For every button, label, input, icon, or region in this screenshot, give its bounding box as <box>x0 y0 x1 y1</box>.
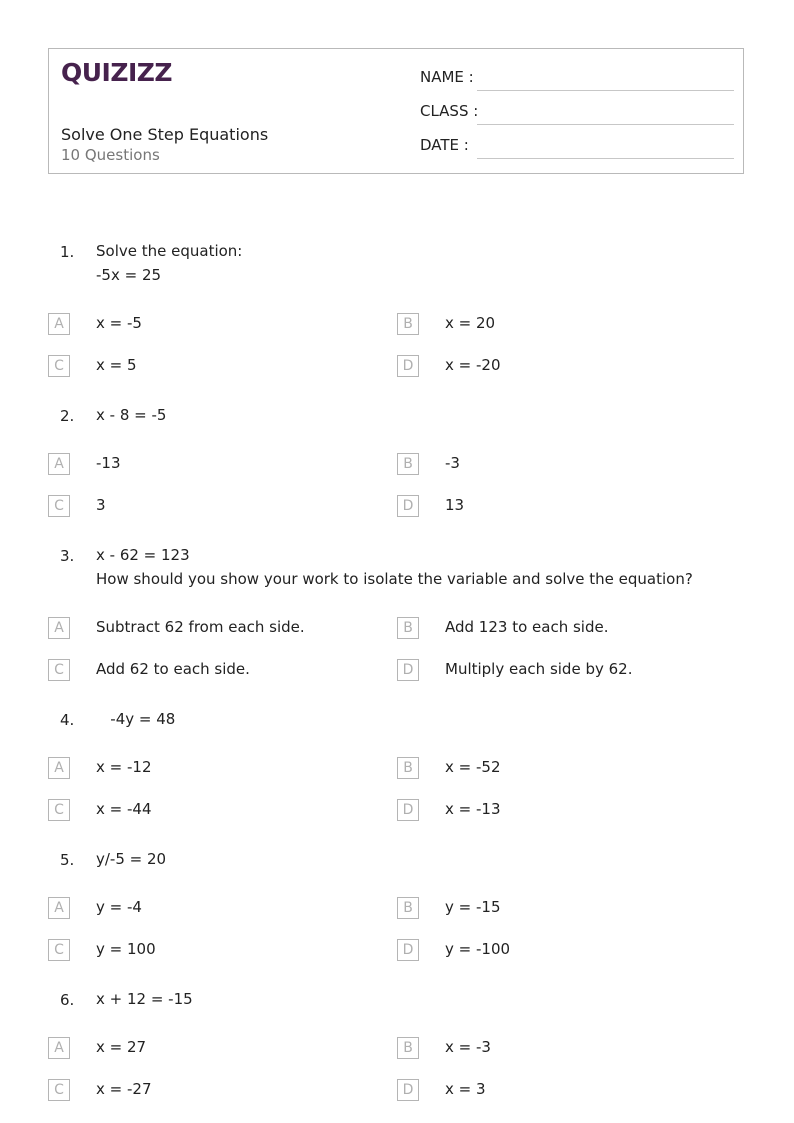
option-letter-box: A <box>48 313 70 335</box>
option-letter-box: B <box>397 617 419 639</box>
option-text: x = -13 <box>445 800 501 818</box>
option-b[interactable] <box>397 1037 697 1061</box>
class-label: CLASS : <box>420 102 479 120</box>
question-number: 5. <box>60 851 75 869</box>
question-number: 2. <box>60 407 75 425</box>
option-text: Subtract 62 from each side. <box>96 618 305 636</box>
option-a[interactable] <box>48 897 348 921</box>
question-text-line: -5x = 25 <box>96 266 162 284</box>
worksheet-title: Solve One Step Equations <box>61 125 269 144</box>
option-c[interactable] <box>48 799 348 823</box>
option-letter-box: A <box>48 453 70 475</box>
option-text: x = 3 <box>445 1080 486 1098</box>
option-letter-box: B <box>397 313 419 335</box>
option-letter-box: D <box>397 659 419 681</box>
option-a[interactable] <box>48 757 348 781</box>
option-b[interactable] <box>397 313 697 337</box>
question-number: 3. <box>60 547 75 565</box>
option-d[interactable] <box>397 355 697 379</box>
name-label: NAME : <box>420 68 474 86</box>
option-text: x = -5 <box>96 314 142 332</box>
option-text: x = -20 <box>445 356 501 374</box>
question-text-line: How should you show your work to isolate the variable and solve the equation? <box>96 570 693 588</box>
option-text: 13 <box>445 496 465 514</box>
option-b[interactable] <box>397 897 697 921</box>
option-text: x = -12 <box>96 758 152 776</box>
option-text: x = -3 <box>445 1038 491 1056</box>
option-letter-box: D <box>397 355 419 377</box>
option-b[interactable] <box>397 453 697 477</box>
question-text-line: Solve the equation: <box>96 242 243 260</box>
option-b[interactable] <box>397 757 697 781</box>
option-d[interactable] <box>397 1079 697 1103</box>
option-text: y = -15 <box>445 898 501 916</box>
class-line <box>477 124 734 125</box>
option-letter-box: D <box>397 1079 419 1101</box>
question-text-line: y/-5 = 20 <box>96 850 167 868</box>
option-text: Add 123 to each side. <box>445 618 609 636</box>
question-text-line: x - 62 = 123 <box>96 546 190 564</box>
option-letter-box: B <box>397 757 419 779</box>
date-label: DATE : <box>420 136 469 154</box>
question-number: 1. <box>60 243 75 261</box>
question-text-line: x + 12 = -15 <box>96 990 193 1008</box>
date-field[interactable] <box>420 136 734 158</box>
option-letter-box: B <box>397 453 419 475</box>
option-text: y = -4 <box>96 898 142 916</box>
option-letter-box: D <box>397 939 419 961</box>
option-a[interactable] <box>48 617 348 641</box>
option-c[interactable] <box>48 1079 348 1103</box>
option-text: y = 100 <box>96 940 156 958</box>
option-text: Add 62 to each side. <box>96 660 250 678</box>
option-d[interactable] <box>397 659 697 683</box>
option-letter-box: A <box>48 1037 70 1059</box>
option-d[interactable] <box>397 939 697 963</box>
class-field[interactable] <box>420 102 734 124</box>
option-letter-box: A <box>48 757 70 779</box>
option-c[interactable] <box>48 939 348 963</box>
option-text: x = 27 <box>96 1038 147 1056</box>
option-letter-box: C <box>48 939 70 961</box>
option-a[interactable] <box>48 453 348 477</box>
option-letter-box: A <box>48 897 70 919</box>
option-text: 3 <box>96 496 106 514</box>
quizizz-logo: QUIZIZZ <box>61 58 173 87</box>
option-c[interactable] <box>48 355 348 379</box>
option-text: Multiply each side by 62. <box>445 660 633 678</box>
name-line <box>477 90 734 91</box>
option-text: y = -100 <box>445 940 511 958</box>
option-text: x = 20 <box>445 314 496 332</box>
option-c[interactable] <box>48 659 348 683</box>
option-letter-box: A <box>48 617 70 639</box>
option-text: -3 <box>445 454 460 472</box>
option-a[interactable] <box>48 1037 348 1061</box>
option-letter-box: D <box>397 495 419 517</box>
question-text-line: -4y = 48 <box>96 710 176 728</box>
option-text: x = -27 <box>96 1080 152 1098</box>
option-text: -13 <box>96 454 121 472</box>
option-d[interactable] <box>397 799 697 823</box>
question-count: 10 Questions <box>61 146 160 164</box>
option-letter-box: B <box>397 1037 419 1059</box>
option-text: x = 5 <box>96 356 137 374</box>
worksheet-header <box>48 48 744 174</box>
question-number: 4. <box>60 711 75 729</box>
option-c[interactable] <box>48 495 348 519</box>
option-letter-box: C <box>48 659 70 681</box>
option-letter-box: C <box>48 1079 70 1101</box>
name-field[interactable] <box>420 68 734 90</box>
question-text-line: x - 8 = -5 <box>96 406 167 424</box>
option-text: x = -44 <box>96 800 152 818</box>
option-letter-box: D <box>397 799 419 821</box>
option-b[interactable] <box>397 617 697 641</box>
option-letter-box: C <box>48 799 70 821</box>
option-d[interactable] <box>397 495 697 519</box>
option-letter-box: C <box>48 495 70 517</box>
question-number: 6. <box>60 991 75 1009</box>
date-line <box>477 158 734 159</box>
option-letter-box: B <box>397 897 419 919</box>
option-a[interactable] <box>48 313 348 337</box>
option-letter-box: C <box>48 355 70 377</box>
option-text: x = -52 <box>445 758 501 776</box>
